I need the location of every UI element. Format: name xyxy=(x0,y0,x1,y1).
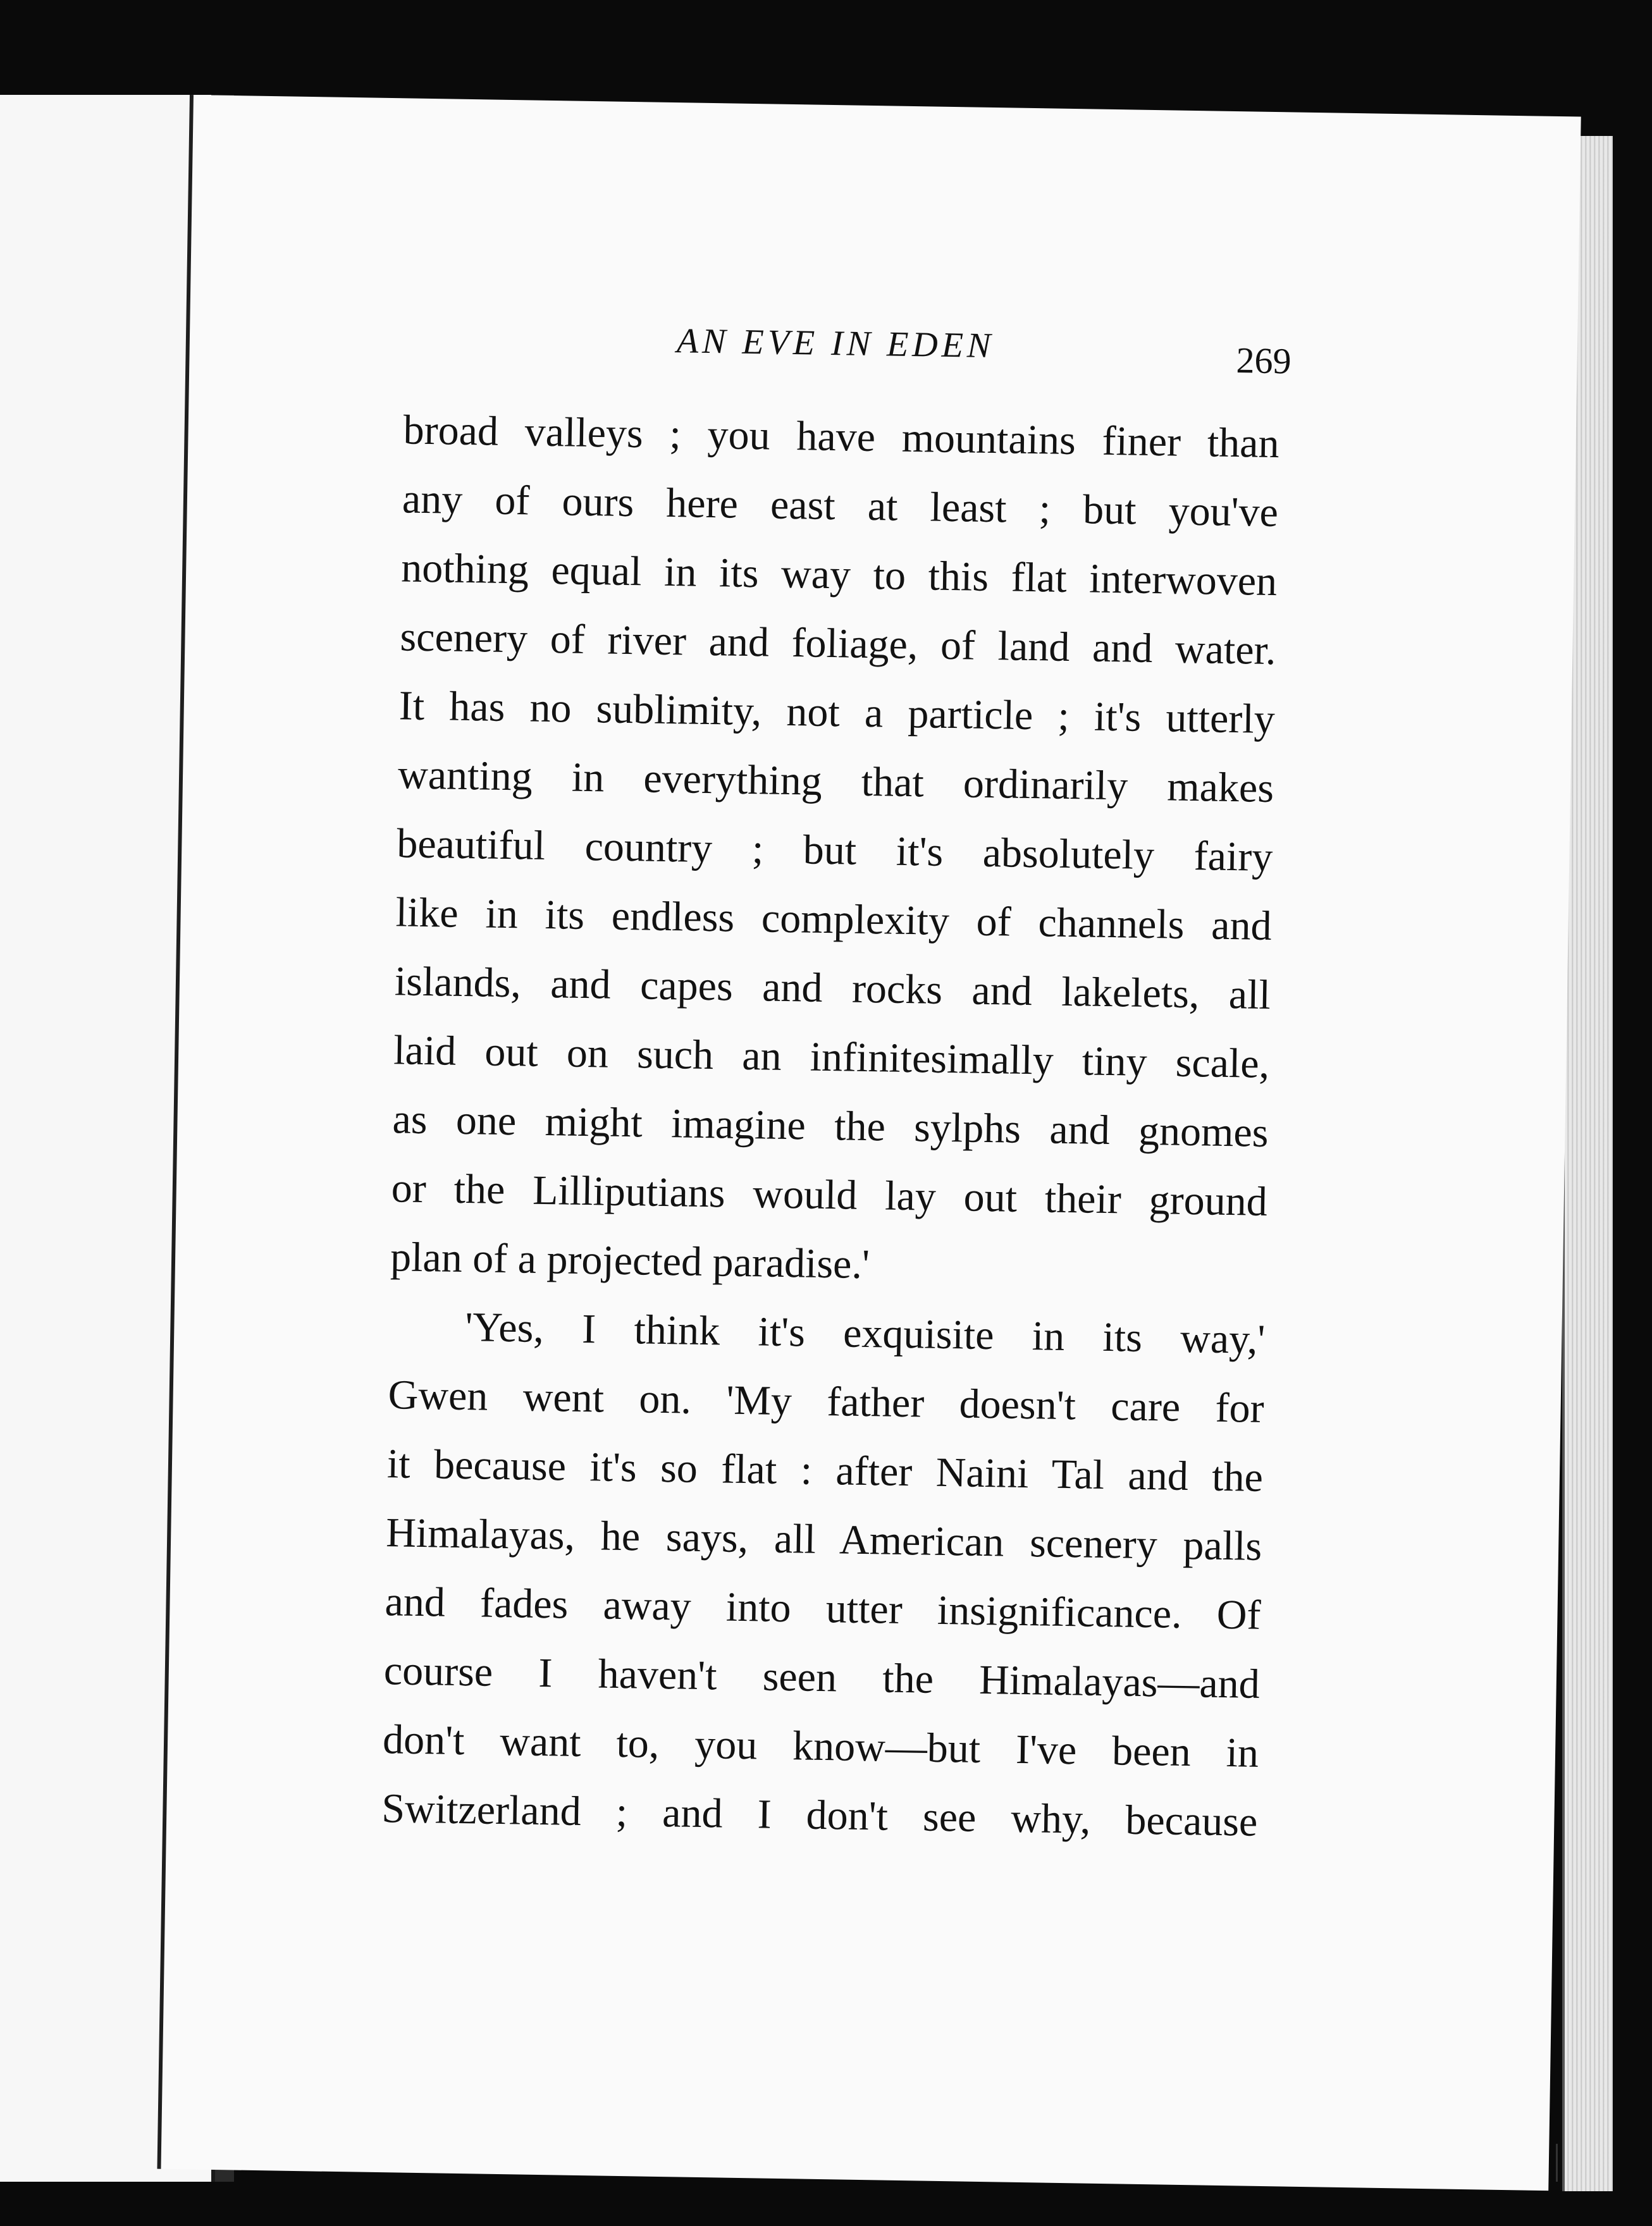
text-line: laid out on such an infinitesimally tiny scale, xyxy=(393,1027,1270,1087)
text-line: or the Lilliputians would lay out their ground xyxy=(391,1165,1268,1225)
text-line: beautiful country ; but it's absolutely fairy xyxy=(396,820,1273,881)
text-line: and fades away into utter insignificance. Of xyxy=(385,1578,1262,1639)
page-number: 269 xyxy=(1236,340,1292,382)
paragraph-start-line: 'Yes, I think it's exquisite in its way,' xyxy=(464,1304,1266,1363)
text-line: any of ours here east at least ; but you've xyxy=(402,476,1279,536)
text-line: islands, and capes and rocks and lakelets, all xyxy=(394,958,1271,1019)
text-line: It has no sublimity, not a particle ; it's utterly xyxy=(398,682,1276,743)
text-line: nothing equal in its way to this flat interwoven xyxy=(400,544,1278,605)
text-line: it because it's so flat : after Naini Tal and the xyxy=(386,1441,1264,1501)
text-line: course I haven't seen the Himalayas—and xyxy=(383,1647,1261,1707)
page-corner-shadow xyxy=(1531,2144,1558,2182)
text-line: scenery of river and foliage, of land and water. xyxy=(400,613,1276,674)
text-line: Himalayas, he says, all American scenery palls xyxy=(385,1510,1262,1570)
book-page xyxy=(157,95,1581,2191)
text-line: don't want to, you know—but I've been in xyxy=(382,1716,1259,1776)
text-line: wanting in everything that ordinarily makes xyxy=(397,751,1274,812)
text-line: like in its endless complexity of channels and xyxy=(395,889,1273,950)
text-line: broad valleys ; you have mountains finer than xyxy=(403,407,1280,467)
text-line: Gwen went on. 'My father doesn't care for xyxy=(388,1372,1265,1432)
text-line: as one might imagine the sylphs and gnomes xyxy=(392,1096,1269,1156)
paragraph-end-line: plan of a projected paradise.' xyxy=(390,1234,870,1288)
running-title: AN EVE IN EDEN xyxy=(676,321,995,366)
page-body-text xyxy=(381,395,1280,1856)
text-line: Switzerland ; and I don't see why, because xyxy=(381,1785,1258,1845)
